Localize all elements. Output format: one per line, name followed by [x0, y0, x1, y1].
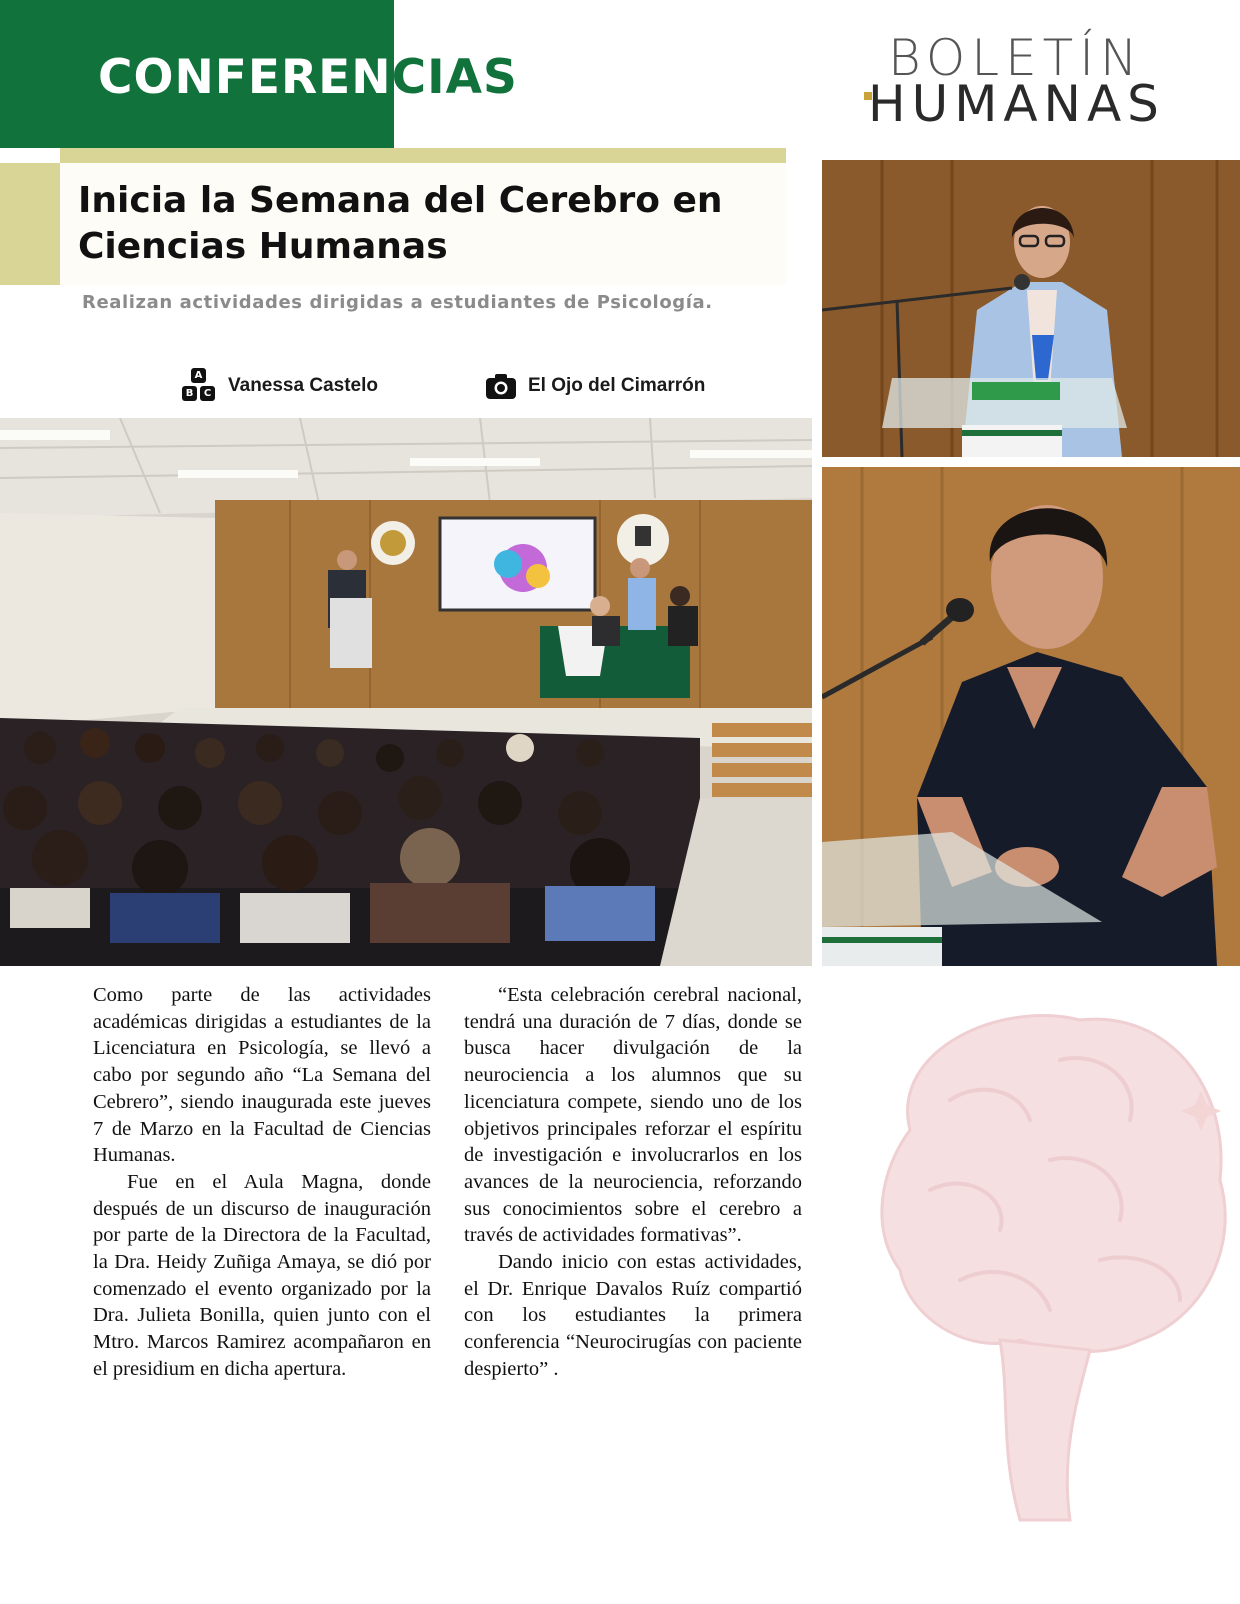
article-paragraph: Como parte de las actividades académicas dirigidas a estudiantes de la Licenciatura en Psicología, se llevó a cabo por segundo año “La Semana del Cebrero”, siendo inaugurada este jueves 7 de Marzo en la Facultad de Ciencias Humanas.: [93, 984, 431, 1167]
photographer-name: El Ojo del Cimarrón: [528, 375, 706, 396]
headline-accent-left: [0, 163, 60, 285]
section-title-part-white: CONFEREN: [98, 50, 392, 105]
article-subtitle: Realizan actividades dirigidas a estudiantes de Psicología.: [82, 292, 713, 313]
article-column-left: [93, 982, 431, 1383]
section-title-part-green: CIAS: [391, 50, 518, 105]
auditorium-photo: [0, 418, 812, 966]
author-name: Vanessa Castelo: [228, 375, 378, 396]
article-paragraph: Dando inicio con estas actividades, el Dr. Enrique Davalos Ruíz compartió con los estudiantes la primera conferencia “Neurocirugías con paciente despierto” .: [464, 1251, 802, 1380]
article-column-right: [464, 982, 802, 1383]
speaker-man-photo: [822, 467, 1240, 966]
logo-line2: HUMANAS: [868, 75, 1165, 133]
author-credit: [182, 366, 378, 406]
photo-credit: [486, 366, 705, 406]
headline-accent-top: [60, 148, 786, 164]
article-headline: Inicia la Semana del Cerebro en Ciencias Humanas: [78, 180, 723, 267]
brain-icon: [850, 980, 1240, 1540]
camera-icon: [486, 373, 516, 399]
logo-line1: BOLETÍN: [888, 29, 1144, 87]
section-title: [98, 48, 518, 108]
article-paragraph: “Esta celebración cerebral nacional, tendrá una duración de 7 días, donde se busca hacer divulgación de la neurociencia a los alumnos que su licenciatura compete, siendo uno de los objetivos principales reforzar el espíritu de investigación e involucrarlos en los avances de la neurociencia, reforzando sus conocimientos sobre el cerebro a través de actividades formativas”.: [464, 984, 802, 1247]
abc-blocks-icon: A B C: [182, 368, 216, 404]
article-paragraph: Fue en el Aula Magna, donde después de un discurso de inauguración por parte de la Directora de la Facultad, la Dra. Heidy Zuñiga Amaya, se dió por comenzado el evento organizado por la Dra. Julieta Bonilla, quien junto con el Mtro. Marcos Ramirez acompañaron en el presidium en dicha apertura.: [93, 1170, 431, 1380]
speaker-woman-photo: [822, 160, 1240, 457]
